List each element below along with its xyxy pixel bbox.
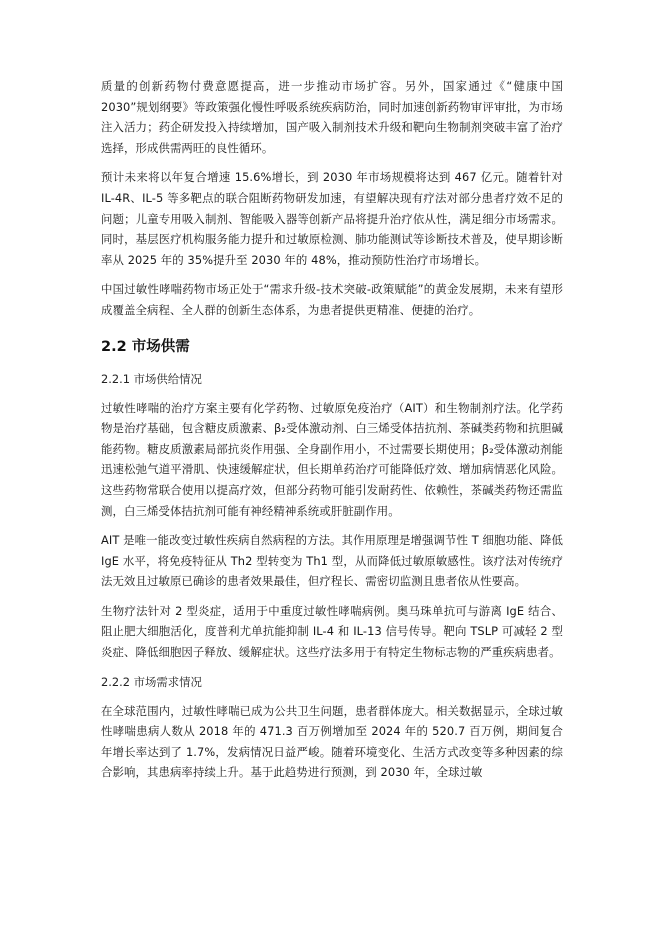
document-page bbox=[101, 76, 563, 792]
supply-paragraph-3: 生物疗法针对 2 型炎症，适用于中重度过敏性哮喘病例。奥马珠单抗可与游离 IgE 结合、阻止肥大细胞活化，度普利尤单抗能抑制 IL-4 和 IL-13 信号传导。靶向 TSLP 可减轻 2 型炎症、降低细胞因子释放、缓解症状。这些疗法多用于有特定生物标志物的严重疾病患者。 bbox=[101, 603, 563, 660]
supply-paragraph-1: 过敏性哮喘的治疗方案主要有化学药物、过敏原免疫治疗（AIT）和生物制剂疗法。化学药物是治疗基础，包含糖皮质激素、β₂受体激动剂、白三烯受体拮抗剂、茶碱类药物和抗胆碱能药物。糖皮质激素局部抗炎作用强、全身副作用小，不过需要长期使用；β₂受体激动剂能迅速松弛气道平滑肌、快速缓解症状，但长期单药治疗可能降低疗效、增加病情恶化风险。这些药物常联合使用以提高疗效，但部分药物可能引发耐药性、依赖性，茶碱类药物还需监测，白三烯受体拮抗剂可能有神经精神系统或肝脏副作用。 bbox=[101, 400, 563, 518]
subsection-heading-market-supply: 2.2.1 市场供给情况 bbox=[101, 371, 202, 386]
subsection-heading-market-demand: 2.2.2 市场需求情况 bbox=[101, 674, 202, 689]
section-heading-market-supply-demand: 2.2 市场供需 bbox=[101, 338, 190, 355]
supply-paragraph-2: AIT 是唯一能改变过敏性疾病自然病程的方法。其作用原理是增强调节性 T 细胞功能、降低 IgE 水平，将免疫特征从 Th2 型转变为 Th1 型，从而降低过敏原敏感性。该疗法对传统疗法无效且过敏原已确诊的患者效果最佳，但疗程长、需密切监测且患者依从性要高。 bbox=[101, 533, 563, 589]
intro-paragraph-3: 中国过敏性哮喘药物市场正处于“需求升级-技术突破-政策赋能”的黄金发展期，未来有望形成覆盖全病程、全人群的创新生态体系，为患者提供更精准、便捷的治疗。 bbox=[101, 282, 563, 317]
demand-paragraph-1: 在全球范围内，过敏性哮喘已成为公共卫生问题，患者群体庞大。相关数据显示，全球过敏性哮喘患病人数从 2018 年的 471.3 百万例增加至 2024 年的 520.7 百万例，期间复合年增长率达到了 1.7%，发病情况日益严峻。随着环境变化、生活方式改变等多种因素的综合影响，其患病率持续上升。基于此趋势进行预测，到 2030 年，全球过敏 bbox=[101, 703, 563, 780]
intro-paragraph-1: 质量的创新药物付费意愿提高，进一步推动市场扩容。另外，国家通过《“健康中国2030”规划纲要》等政策强化慢性呼吸系统疾病防治，同时加速创新药物审评审批，为市场注入活力；药企研发投入持续增加，国产吸入制剂技术升级和靶向生物制剂突破丰富了治疗选择，形成供需两旺的良性循环。 bbox=[101, 79, 563, 155]
intro-paragraph-2: 预计未来将以年复合增速 15.6%增长，到 2030 年市场规模将达到 467 亿元。随着针对 IL-4R、IL-5 等多靶点的联合阻断药物研发加速，有望解决现有疗法对部分患者疗效不足的问题；儿童专用吸入制剂、智能吸入器等创新产品将提升治疗依从性，满足细分市场需求。同时，基层医疗机构服务能力提升和过敏原检测、肺功能测试等诊断技术普及，使早期诊断率从 2025 年的 35%提升至 2030 年的 48%，推动预防性治疗市场增长。 bbox=[101, 170, 563, 267]
